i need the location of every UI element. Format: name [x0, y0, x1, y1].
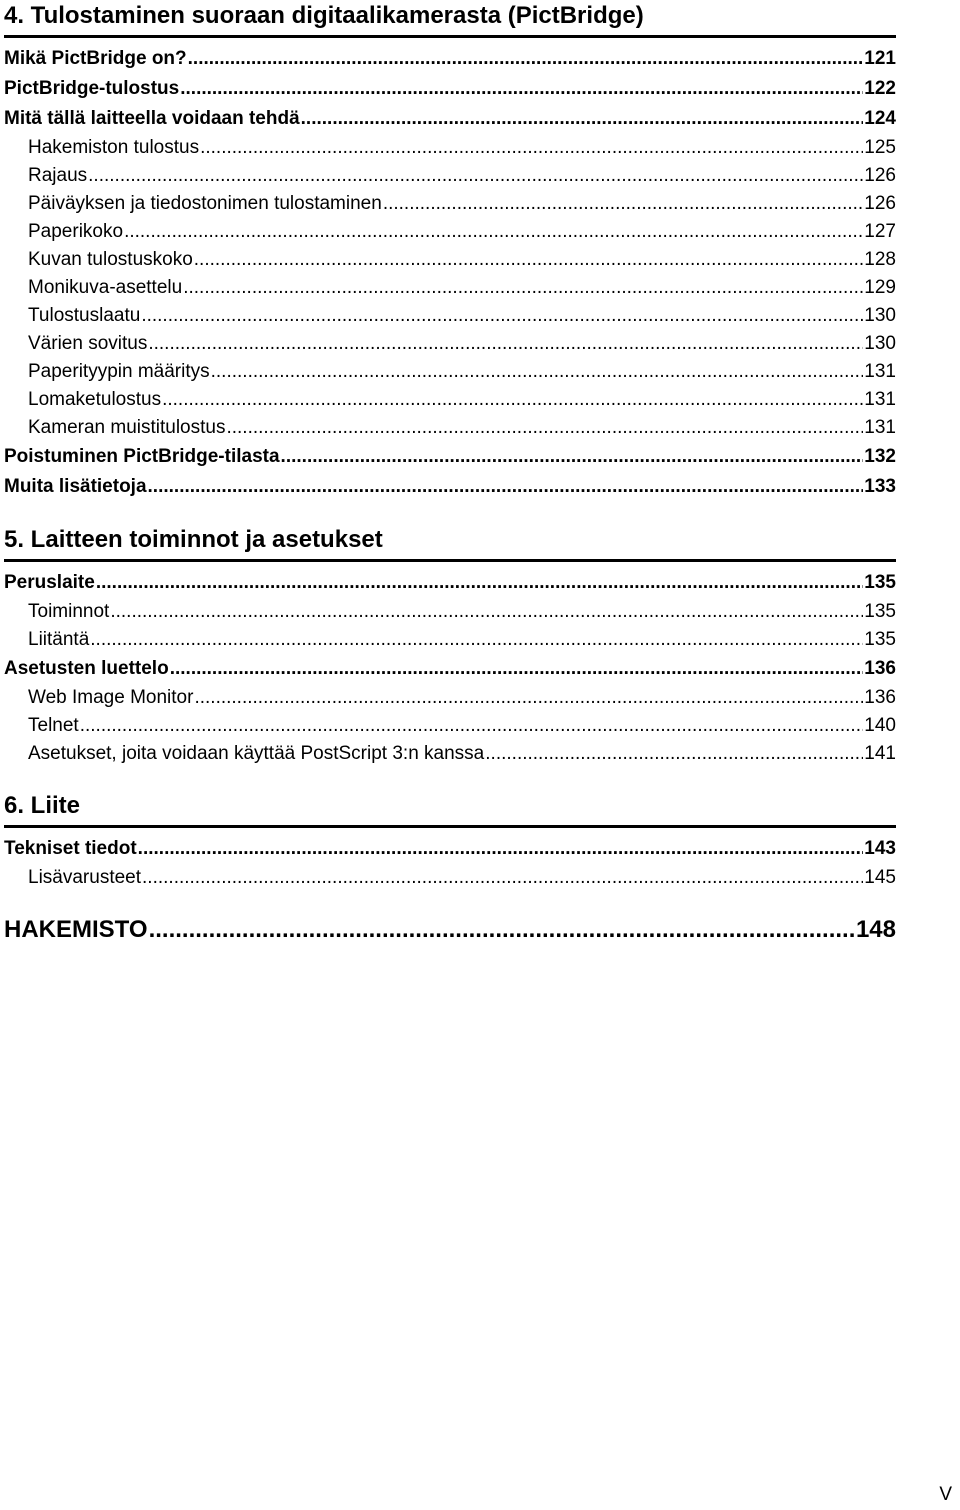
toc-entry-label: Paperikoko	[28, 221, 124, 242]
toc-entry-label: Päiväyksen ja tiedostonimen tulostaminen	[28, 193, 382, 214]
toc-section-entry[interactable]	[4, 834, 896, 864]
dot-leader	[138, 834, 864, 864]
dot-leader	[211, 358, 864, 386]
toc-entry-label: Monikuva-asettelu	[28, 277, 183, 298]
toc-page-number: 126	[864, 193, 896, 214]
dot-leader	[194, 684, 863, 712]
toc-entry-label: HAKEMISTO	[4, 916, 148, 943]
toc-page-number: 130	[864, 333, 896, 354]
toc-page-number: 132	[864, 446, 896, 467]
dot-leader	[200, 134, 863, 162]
toc-entry-label: Asetukset, joita voidaan käyttää PostScript 3:n kanssa	[28, 743, 485, 764]
toc-page-number: 148	[855, 916, 896, 943]
dot-leader	[301, 104, 864, 134]
dot-leader	[124, 218, 863, 246]
toc-page-number: 136	[864, 687, 896, 708]
toc-entry-label: Hakemiston tulostus	[28, 137, 200, 158]
toc-entry-label: Mikä PictBridge on?	[4, 48, 187, 69]
dot-leader	[90, 626, 863, 654]
chapter-heading: 4. Tulostaminen suoraan digitaalikamerasta (PictBridge)	[4, 0, 896, 38]
toc-section-entry[interactable]	[4, 74, 896, 104]
toc-page-number: 127	[864, 221, 896, 242]
dot-leader	[383, 190, 863, 218]
dot-leader	[148, 330, 863, 358]
toc-page-number: 131	[864, 361, 896, 382]
toc-entry-label: Web Image Monitor	[28, 687, 194, 708]
toc-entry-label: Asetusten luettelo	[4, 658, 169, 679]
toc-page-number: 141	[864, 743, 896, 764]
toc-entry-label: Toiminnot	[28, 601, 110, 622]
dot-leader	[162, 386, 863, 414]
dot-leader	[188, 44, 864, 74]
toc-page-number: 124	[864, 108, 896, 129]
dot-leader	[194, 246, 864, 274]
toc-entry-label: Kameran muistitulostus	[28, 417, 226, 438]
toc-entry-label: Lomaketulostus	[28, 389, 162, 410]
toc-page-number: 143	[864, 838, 896, 859]
toc-section-entry[interactable]	[4, 654, 896, 684]
toc-subsection-entry[interactable]	[4, 864, 896, 892]
toc-subsection-entry[interactable]	[4, 358, 896, 386]
dot-leader	[141, 302, 863, 330]
toc-subsection-entry[interactable]	[4, 330, 896, 358]
page-number: V	[939, 1484, 952, 1505]
dot-leader	[142, 864, 863, 892]
toc-page-number: 122	[864, 78, 896, 99]
dot-leader	[88, 162, 863, 190]
dot-leader	[96, 568, 863, 598]
toc-entry-label: Paperityypin määritys	[28, 361, 210, 382]
toc-entry-label: Kuvan tulostuskoko	[28, 249, 193, 270]
toc-index-entry[interactable]	[4, 910, 896, 950]
toc-subsection-entry[interactable]	[4, 712, 896, 740]
toc-subsection-entry[interactable]	[4, 302, 896, 330]
toc-section-entry[interactable]	[4, 104, 896, 134]
toc-entry-label: Tekniset tiedot	[4, 838, 137, 859]
dot-leader	[183, 274, 863, 302]
toc-entry-label: Peruslaite	[4, 572, 95, 593]
toc-entry-list	[4, 44, 896, 502]
toc-subsection-entry[interactable]	[4, 386, 896, 414]
toc-page-number: 129	[864, 277, 896, 298]
toc-subsection-entry[interactable]	[4, 740, 896, 768]
toc-page-number: 131	[864, 417, 896, 438]
toc-page-number: 128	[864, 249, 896, 270]
chapter-heading: 5. Laitteen toiminnot ja asetukset	[4, 524, 896, 562]
toc-section-entry[interactable]	[4, 442, 896, 472]
toc-section-entry[interactable]	[4, 44, 896, 74]
toc-entry-label: Mitä tällä laitteella voidaan tehdä	[4, 108, 300, 129]
toc-entry-list	[4, 834, 896, 892]
toc-section-entry[interactable]	[4, 568, 896, 598]
toc-subsection-entry[interactable]	[4, 246, 896, 274]
dot-leader	[180, 74, 863, 104]
toc-entry-label: Liitäntä	[28, 629, 90, 650]
toc-page-number: 131	[864, 389, 896, 410]
toc-page-number: 135	[864, 601, 896, 622]
toc-page-number: 145	[864, 867, 896, 888]
toc-subsection-entry[interactable]	[4, 626, 896, 654]
toc-subsection-entry[interactable]	[4, 684, 896, 712]
toc-entry-label: Poistuminen PictBridge-tilasta	[4, 446, 280, 467]
toc-page-number: 133	[864, 476, 896, 497]
toc-entry-label: Lisävarusteet	[28, 867, 142, 888]
toc-page-number: 126	[864, 165, 896, 186]
dot-leader	[226, 414, 863, 442]
toc-subsection-entry[interactable]	[4, 414, 896, 442]
toc-subsection-entry[interactable]	[4, 274, 896, 302]
dot-leader	[281, 442, 864, 472]
toc-entry-list	[4, 568, 896, 768]
toc-entry-label: Värien sovitus	[28, 333, 148, 354]
toc-page-number: 140	[864, 715, 896, 736]
toc-subsection-entry[interactable]	[4, 134, 896, 162]
toc-page-number: 135	[864, 572, 896, 593]
toc-page-number: 121	[864, 48, 896, 69]
toc-subsection-entry[interactable]	[4, 218, 896, 246]
toc-entry-label: Muita lisätietoja	[4, 476, 147, 497]
toc-entry-label: Telnet	[28, 715, 79, 736]
dot-leader	[80, 712, 864, 740]
toc-page-number: 136	[864, 658, 896, 679]
dot-leader	[170, 654, 864, 684]
dot-leader	[110, 598, 863, 626]
table-of-contents	[4, 0, 896, 950]
toc-section-entry[interactable]	[4, 472, 896, 502]
toc-subsection-entry[interactable]	[4, 190, 896, 218]
toc-subsection-entry[interactable]	[4, 162, 896, 190]
toc-page-number: 125	[864, 137, 896, 158]
toc-subsection-entry[interactable]	[4, 598, 896, 626]
toc-entry-label: Tulostuslaatu	[28, 305, 141, 326]
dot-leader	[148, 472, 864, 502]
toc-entry-label: PictBridge-tulostus	[4, 78, 180, 99]
dot-leader	[485, 740, 863, 768]
toc-entry-label: Rajaus	[28, 165, 88, 186]
chapter-heading: 6. Liite	[4, 790, 896, 828]
toc-page-number: 130	[864, 305, 896, 326]
toc-page-number: 135	[864, 629, 896, 650]
dot-leader	[149, 910, 855, 950]
